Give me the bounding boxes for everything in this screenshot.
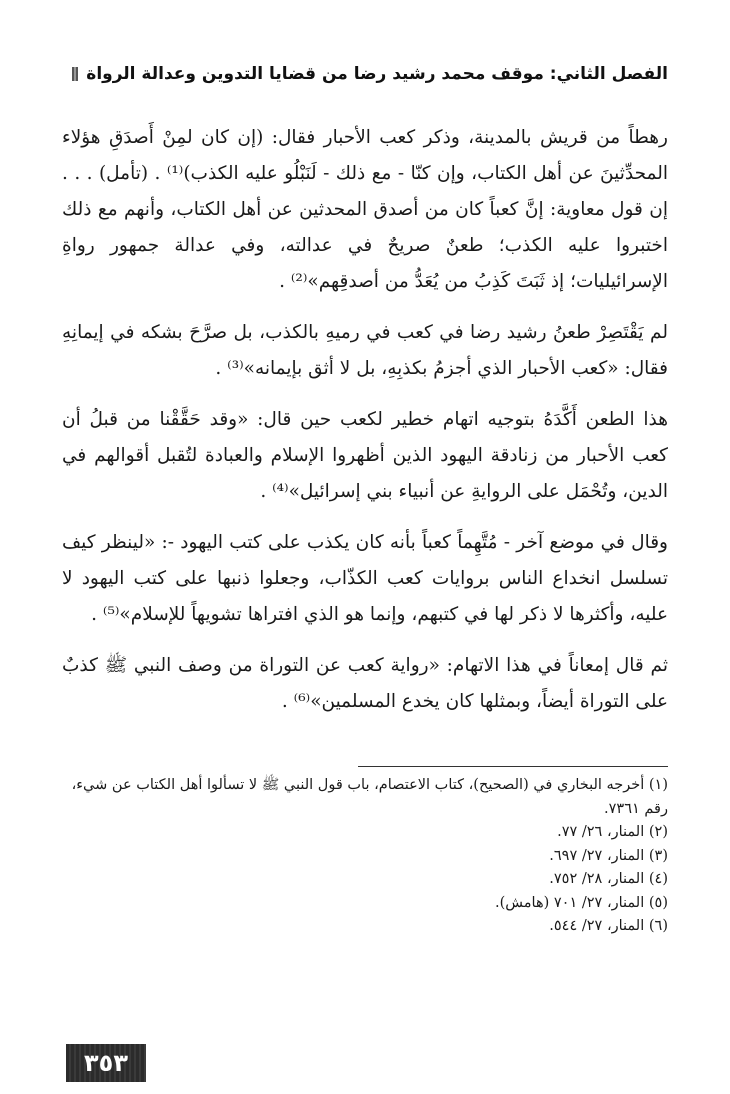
paragraph: وقال في موضع آخر - مُتَّهِماً كعباً بأنه كان يكذب على كتب اليهود -: «لينظر كيف تسلسل انخداع الناس بروايات كعب الكذّاب، وجعلوا ذنبها على كتب اليهود لا عليه، وأكثرها لا ذكر لها في كتبهم، وإنما هو الذي افتراها تشويهاً للإسلام»⁽⁵⁾ .: [62, 532, 668, 625]
footnote: (٢) المنار، ٢٦/ ٧٧.: [557, 824, 668, 840]
footnote: (٥) المنار، ٢٧/ ٧٠١ (هامش).: [495, 894, 668, 911]
paragraph: لم يَقْتَصِرْ طعنُ رشيد رضا في كعب في رميهِ بالكذب، بل صرَّحَ بشكه في إيمانِهِ فقال: «كعب الأحبار الذي أجزمُ بكذبِهِ، بل لا أثق بإيمانه»⁽³⁾ .: [62, 322, 668, 379]
main-text: [62, 120, 668, 735]
footnote: (٤) المنار، ٢٨/ ٧٥٢.: [549, 871, 668, 887]
page-number: ٣٥٣: [84, 1049, 128, 1077]
footnote: (١) أخرجه البخاري في (الصحيح)، كتاب الاعتصام، باب قول النبي ﷺ لا تسألوا أهل الكتاب عن شيء، رقم ٧٣٦١.: [71, 777, 668, 817]
paragraph: رهطاً من قريش بالمدينة، وذكر كعب الأحبار فقال: (إن كان لمِنْ أَصدَقِ هؤلاء المحدِّثينَ عن أهل الكتاب، وإن كنّا - مع ذلك - لَنَبْلُو عليه الكذب)⁽¹⁾ . (تأمل) . . . إن قول معاوية: إنَّ كعباً كان من أصدق المحدثين عن أهل الكتاب، وأنهم مع ذلك اختبروا عليه الكذب؛ طعنٌ صريحٌ في عدالته، وفي عدالة جمهور رواةِ الإسرائيليات؛ إذ ثَبَتَ كَذِبُ من يُعَدُّ من أصدقِهم»⁽²⁾ .: [62, 127, 668, 292]
running-header: [72, 62, 668, 86]
paragraph: هذا الطعن أَكَّدَهُ بتوجيه اتهام خطير لكعب حين قال: «وقد حَقَّقْنا من قبلُ أن كعب الأحبار من زنادقة اليهود الذين أظهروا الإسلام والعبادة لتُقبل أقوالهم في الدين، وتُحْمَل على الروايةِ عن أنبياء بني إسرائيل»⁽⁴⁾ .: [62, 409, 668, 502]
footnote: (٣) المنار، ٢٧/ ٦٩٧.: [549, 847, 668, 864]
footnote-separator: [358, 766, 668, 767]
chapter-title: الفصل الثاني: موقف محمد رشيد رضا من قضايا التدوين وعدالة الرواة: [86, 64, 668, 84]
page-number-badge: [66, 1044, 146, 1082]
footnote: (٦) المنار، ٢٧/ ٥٤٤.: [549, 918, 668, 934]
footnotes: [62, 774, 668, 939]
header-decoration: [72, 67, 78, 81]
paragraph: ثم قال إمعاناً في هذا الاتهام: «رواية كعب عن التوراة من وصف النبي ﷺ كذبٌ على التوراة أيضاً، وبمثلها كان يخدع المسلمين»⁽⁶⁾ .: [62, 655, 668, 712]
